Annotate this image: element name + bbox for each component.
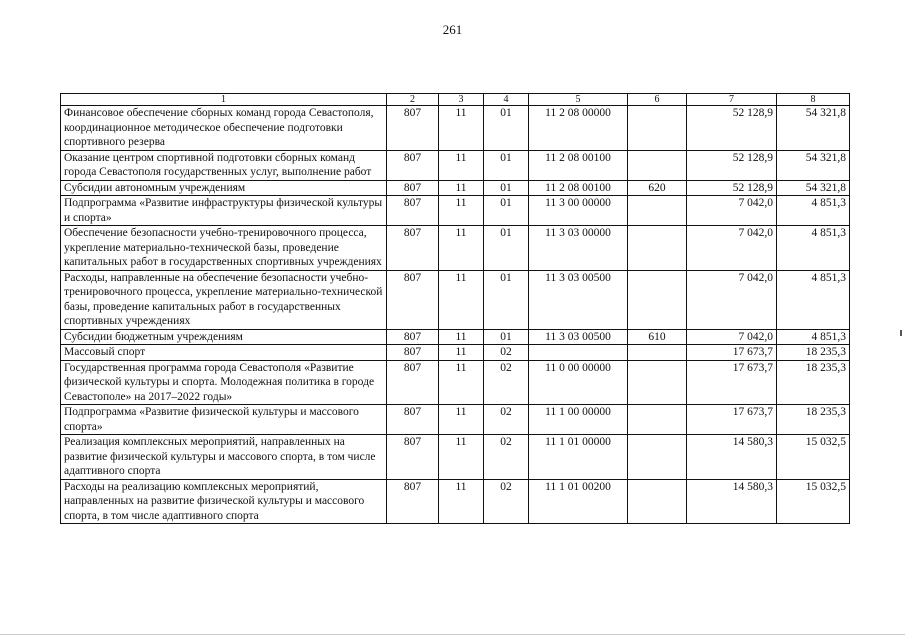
ministry-code-cell: 807 [387, 150, 439, 180]
amount-year1-cell: 14 580,3 [687, 435, 777, 480]
table-row [61, 226, 850, 271]
header-row [61, 94, 850, 106]
amount-year1-cell: 7 042,0 [687, 329, 777, 345]
expense-type-cell [628, 405, 687, 435]
subsection-code-cell: 02 [484, 345, 529, 361]
amount-year1-cell: 52 128,9 [687, 150, 777, 180]
column-header: 2 [387, 94, 439, 106]
amount-year2-cell: 54 321,8 [777, 106, 850, 151]
amount-year2-cell: 4 851,3 [777, 270, 850, 329]
budget-table [60, 93, 850, 524]
ministry-code-cell: 807 [387, 405, 439, 435]
table-row [61, 360, 850, 405]
column-header: 5 [529, 94, 628, 106]
row-name-cell: Расходы, направленные на обеспечение безопасности учебно-тренировочного процесса, укрепление материально-технической базы, проведение капитальных работ в государственных спортивных учреждениях [61, 270, 387, 329]
column-header: 7 [687, 94, 777, 106]
section-code-cell: 11 [439, 180, 484, 196]
expense-type-cell [628, 360, 687, 405]
ministry-code-cell: 807 [387, 360, 439, 405]
table-row [61, 196, 850, 226]
table-row [61, 180, 850, 196]
amount-year2-cell: 4 851,3 [777, 196, 850, 226]
scan-bottom-edge [0, 634, 905, 635]
section-code-cell: 11 [439, 405, 484, 435]
amount-year2-cell: 54 321,8 [777, 150, 850, 180]
amount-year1-cell: 52 128,9 [687, 106, 777, 151]
target-article-cell: 11 3 03 00500 [529, 329, 628, 345]
amount-year1-cell: 52 128,9 [687, 180, 777, 196]
target-article-cell: 11 3 00 00000 [529, 196, 628, 226]
column-header: 4 [484, 94, 529, 106]
subsection-code-cell: 02 [484, 435, 529, 480]
target-article-cell [529, 345, 628, 361]
amount-year2-cell: 18 235,3 [777, 405, 850, 435]
target-article-cell: 11 2 08 00100 [529, 180, 628, 196]
row-name-cell: Оказание центром спортивной подготовки сборных команд города Севастополя государственных услуг, выполнение работ [61, 150, 387, 180]
column-header: 6 [628, 94, 687, 106]
ministry-code-cell: 807 [387, 479, 439, 524]
amount-year1-cell: 7 042,0 [687, 270, 777, 329]
section-code-cell: 11 [439, 270, 484, 329]
table-row [61, 270, 850, 329]
amount-year1-cell: 14 580,3 [687, 479, 777, 524]
row-name-cell: Массовый спорт [61, 345, 387, 361]
amount-year1-cell: 7 042,0 [687, 226, 777, 271]
amount-year2-cell: 4 851,3 [777, 329, 850, 345]
expense-type-cell [628, 196, 687, 226]
expense-type-cell [628, 270, 687, 329]
amount-year2-cell: 15 032,5 [777, 479, 850, 524]
row-name-cell: Подпрограмма «Развитие физической культуры и массового спорта» [61, 405, 387, 435]
section-code-cell: 11 [439, 106, 484, 151]
row-name-cell: Обеспечение безопасности учебно-тренировочного процесса, укрепление материально-технической базы, проведение капитальных работ в государственных спортивных учреждениях [61, 226, 387, 271]
table-row [61, 150, 850, 180]
table-row [61, 435, 850, 480]
target-article-cell: 11 1 01 00200 [529, 479, 628, 524]
subsection-code-cell: 01 [484, 106, 529, 151]
section-code-cell: 11 [439, 345, 484, 361]
target-article-cell: 11 3 03 00500 [529, 270, 628, 329]
ministry-code-cell: 807 [387, 345, 439, 361]
ministry-code-cell: 807 [387, 196, 439, 226]
section-code-cell: 11 [439, 150, 484, 180]
row-name-cell: Подпрограмма «Развитие инфраструктуры физической культуры и спорта» [61, 196, 387, 226]
target-article-cell: 11 1 01 00000 [529, 435, 628, 480]
section-code-cell: 11 [439, 479, 484, 524]
amount-year2-cell: 54 321,8 [777, 180, 850, 196]
subsection-code-cell: 01 [484, 196, 529, 226]
target-article-cell: 11 3 03 00000 [529, 226, 628, 271]
scan-edge-mark [900, 330, 902, 336]
expense-type-cell [628, 435, 687, 480]
expense-type-cell [628, 479, 687, 524]
amount-year2-cell: 15 032,5 [777, 435, 850, 480]
row-name-cell: Реализация комплексных мероприятий, направленных на развитие физической культуры и массового спорта, в том числе адаптивного спорта [61, 435, 387, 480]
table-row [61, 479, 850, 524]
section-code-cell: 11 [439, 360, 484, 405]
section-code-cell: 11 [439, 435, 484, 480]
ministry-code-cell: 807 [387, 180, 439, 196]
amount-year1-cell: 7 042,0 [687, 196, 777, 226]
expense-type-cell [628, 345, 687, 361]
subsection-code-cell: 02 [484, 405, 529, 435]
table-row [61, 106, 850, 151]
expense-type-cell [628, 150, 687, 180]
ministry-code-cell: 807 [387, 226, 439, 271]
subsection-code-cell: 01 [484, 270, 529, 329]
ministry-code-cell: 807 [387, 329, 439, 345]
row-name-cell: Расходы на реализацию комплексных мероприятий, направленных на развитие физической культуры и массового спорта, в том числе адаптивного спорта [61, 479, 387, 524]
subsection-code-cell: 01 [484, 180, 529, 196]
target-article-cell: 11 0 00 00000 [529, 360, 628, 405]
section-code-cell: 11 [439, 226, 484, 271]
amount-year2-cell: 18 235,3 [777, 360, 850, 405]
table-row [61, 345, 850, 361]
subsection-code-cell: 01 [484, 226, 529, 271]
amount-year1-cell: 17 673,7 [687, 360, 777, 405]
target-article-cell: 11 2 08 00000 [529, 106, 628, 151]
subsection-code-cell: 01 [484, 329, 529, 345]
table-row [61, 405, 850, 435]
target-article-cell: 11 2 08 00100 [529, 150, 628, 180]
amount-year2-cell: 18 235,3 [777, 345, 850, 361]
ministry-code-cell: 807 [387, 106, 439, 151]
column-header: 8 [777, 94, 850, 106]
subsection-code-cell: 02 [484, 479, 529, 524]
row-name-cell: Субсидии автономным учреждениям [61, 180, 387, 196]
column-header: 3 [439, 94, 484, 106]
target-article-cell: 11 1 00 00000 [529, 405, 628, 435]
page-number: 261 [442, 22, 463, 37]
section-code-cell: 11 [439, 329, 484, 345]
column-header: 1 [61, 94, 387, 106]
expense-type-cell [628, 106, 687, 151]
row-name-cell: Государственная программа города Севастополя «Развитие физической культуры и спорта. Молодежная политика в городе Севастополе» на 2017–2022 годы» [61, 360, 387, 405]
amount-year1-cell: 17 673,7 [687, 405, 777, 435]
expense-type-cell: 610 [628, 329, 687, 345]
ministry-code-cell: 807 [387, 270, 439, 329]
subsection-code-cell: 02 [484, 360, 529, 405]
expense-type-cell: 620 [628, 180, 687, 196]
row-name-cell: Субсидии бюджетным учреждениям [61, 329, 387, 345]
ministry-code-cell: 807 [387, 435, 439, 480]
subsection-code-cell: 01 [484, 150, 529, 180]
expense-type-cell [628, 226, 687, 271]
amount-year1-cell: 17 673,7 [687, 345, 777, 361]
amount-year2-cell: 4 851,3 [777, 226, 850, 271]
row-name-cell: Финансовое обеспечение сборных команд города Севастополя, координационное методическое обеспечение подготовки спортивного резерва [61, 106, 387, 151]
section-code-cell: 11 [439, 196, 484, 226]
table-row [61, 329, 850, 345]
